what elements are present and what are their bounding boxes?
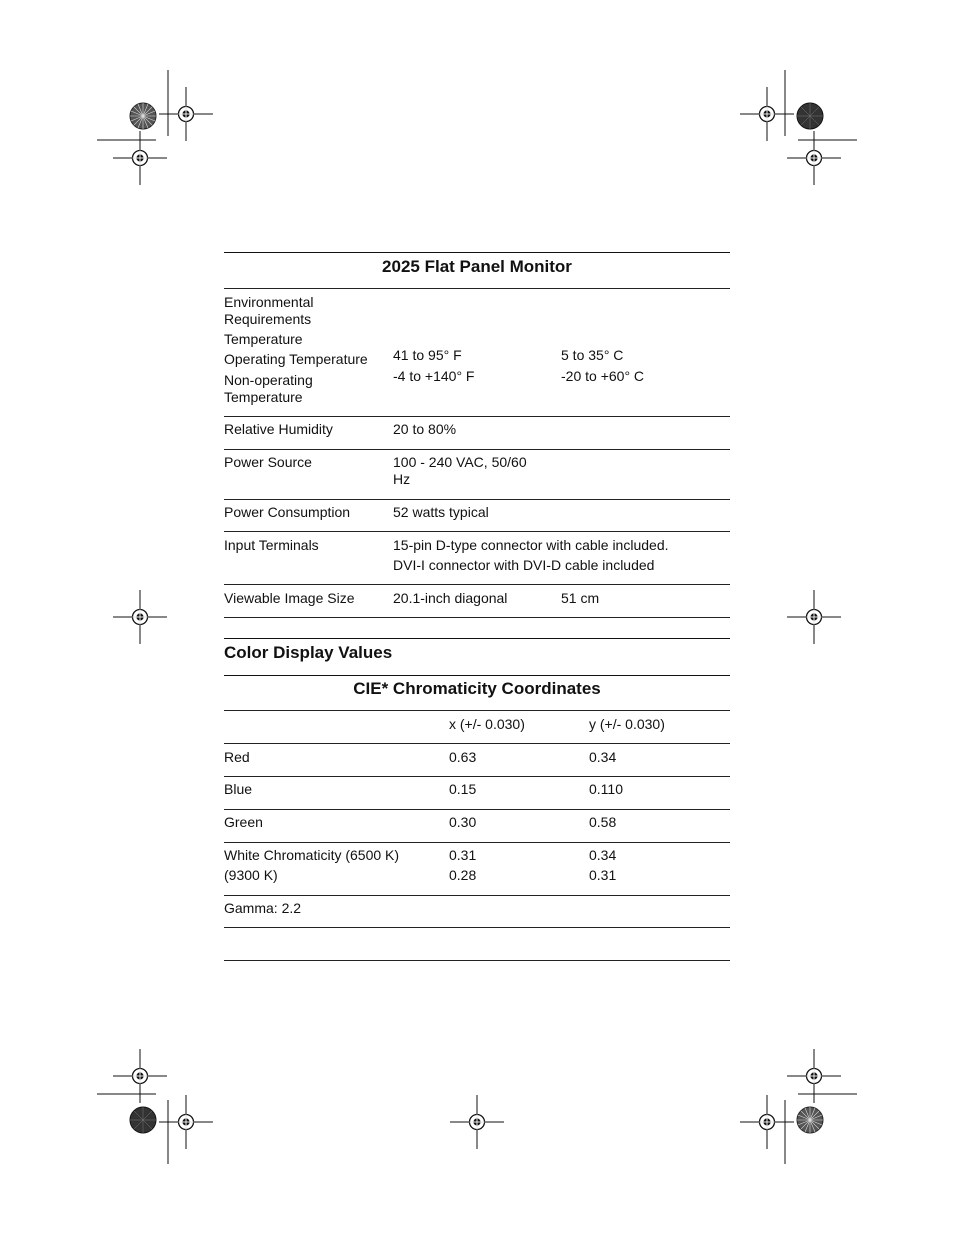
spec-table-title: 2025 Flat Panel Monitor [382, 257, 572, 276]
operating-temp-c: 5 to 35° C [561, 347, 624, 363]
table-rule [224, 288, 730, 289]
section-rule [224, 638, 730, 639]
row-label: Blue [224, 781, 253, 797]
table-rule [224, 960, 730, 961]
cie-table-title: CIE* Chromaticity Coordinates [353, 679, 601, 698]
nonoperating-temp-f: -4 to +140° F [393, 368, 475, 384]
section-heading: Color Display Values [224, 643, 393, 662]
table-rule [224, 617, 730, 618]
cell-x: 0.28 [449, 867, 477, 883]
row-value: 20.1-inch diagonal [393, 590, 508, 606]
row-label: Power Consumption [224, 504, 351, 520]
row-label: Operating Temperature [224, 351, 368, 367]
table-rule [224, 710, 730, 711]
gamma-value: Gamma: 2.2 [224, 900, 302, 916]
row-label: Non-operating [224, 372, 313, 388]
table-rule [224, 675, 730, 676]
cell-x: 0.15 [449, 781, 477, 797]
nonoperating-temp-c: -20 to +60° C [561, 368, 645, 384]
row-label: Input Terminals [224, 537, 319, 553]
cell-y: 0.31 [589, 867, 617, 883]
row-label: Power Source [224, 454, 312, 470]
row-label: Environmental [224, 294, 314, 310]
row-value: 20 to 80% [393, 421, 457, 437]
row-value: Hz [393, 471, 411, 487]
table-rule [224, 416, 730, 417]
table-rule [224, 927, 730, 928]
cell-x: 0.31 [449, 847, 477, 863]
row-value: 52 watts typical [393, 504, 489, 520]
row-label: Temperature [224, 331, 303, 347]
table-rule [224, 584, 730, 585]
cell-y: 0.110 [589, 781, 623, 797]
row-label: White Chromaticity (6500 K) [224, 847, 400, 863]
table-rule [224, 499, 730, 500]
table-rule [224, 776, 730, 777]
row-label: Red [224, 749, 250, 765]
column-header-y: y (+/- 0.030) [589, 716, 665, 732]
row-value: DVI-I connector with DVI-D cable included [393, 557, 655, 573]
row-label: Viewable Image Size [224, 590, 355, 606]
row-label: Relative Humidity [224, 421, 333, 437]
operating-temp-f: 41 to 95° F [393, 347, 462, 363]
table-rule [224, 895, 730, 896]
table-rule [224, 252, 730, 253]
table-rule [224, 743, 730, 744]
table-rule [224, 842, 730, 843]
row-value: 100 - 240 VAC, 50/60 [393, 454, 527, 470]
column-header-x: x (+/- 0.030) [449, 716, 525, 732]
table-rule [224, 449, 730, 450]
cell-x: 0.63 [449, 749, 477, 765]
cell-y: 0.34 [589, 749, 617, 765]
table-rule [224, 809, 730, 810]
cell-y: 0.58 [589, 814, 617, 830]
row-label: Requirements [224, 311, 312, 327]
row-label: Green [224, 814, 263, 830]
row-value-metric: 51 cm [561, 590, 600, 606]
cell-y: 0.34 [589, 847, 617, 863]
table-rule [224, 531, 730, 532]
row-label: (9300 K) [224, 867, 278, 883]
cell-x: 0.30 [449, 814, 477, 830]
row-label: Temperature [224, 389, 303, 405]
row-value: 15-pin D-type connector with cable included. [393, 537, 669, 553]
